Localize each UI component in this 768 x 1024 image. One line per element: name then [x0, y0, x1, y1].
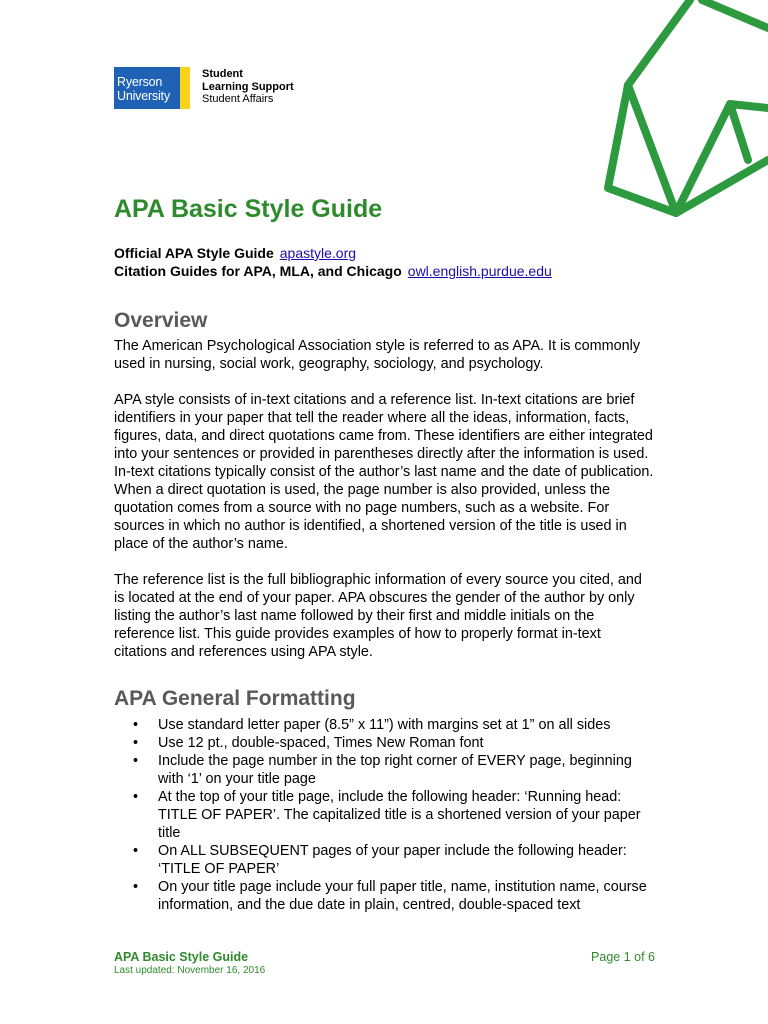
link-row-apa [114, 244, 552, 262]
list-item: • Use standard letter paper (8.5” x 11”) with margins set at 1” on all sides [114, 716, 660, 734]
footer-title: APA Basic Style Guide [114, 950, 249, 964]
logo-university-line2: University [117, 89, 170, 103]
logo-yellow-bar [180, 67, 190, 109]
list-item: • At the top of your title page, include the following header: ‘Running head: TITLE OF PAPER’. The capitalized title is a shortened version of your paper title [114, 788, 660, 842]
link-label-owl: Citation Guides for APA, MLA, and Chicago [114, 263, 402, 279]
logo-dept-line3: Student Affairs [202, 93, 274, 105]
footer-updated-date: Last updated: November 16, 2016 [114, 965, 266, 976]
ryerson-slss-logo [114, 67, 294, 109]
logo-dept-line1: Student [202, 68, 243, 80]
overview-paragraph-1: The American Psychological Association style is referred to as APA. It is commonly used in nursing, social work, geography, sociology, and psychology. [114, 338, 641, 372]
list-item: • Use 12 pt., double-spaced, Times New Roman font [114, 734, 660, 752]
logo-dept-line2: Learning Support [202, 80, 294, 93]
ryerson-university-wordmark [114, 67, 180, 109]
formatting-list [114, 716, 660, 914]
page-number: Page 1 of 6 [591, 950, 655, 964]
logo-university-line1: Ryerson [117, 75, 163, 89]
link-label-apa: Official APA Style Guide [114, 245, 274, 261]
reference-links [114, 244, 552, 280]
list-item: • Include the page number in the top right corner of EVERY page, beginning with ‘1’ on your title page [114, 752, 660, 788]
owl-purdue-link[interactable]: owl.english.purdue.edu [407, 263, 552, 279]
list-item: • On ALL SUBSEQUENT pages of your paper include the following header: ‘TITLE OF PAPER’ [114, 842, 660, 878]
page-title: APA Basic Style Guide [114, 195, 383, 223]
logo-department-text [202, 68, 294, 106]
apastyle-link[interactable]: apastyle.org [279, 245, 357, 261]
overview-paragraph-3: The reference list is the full bibliographic information of every source you cited, and is located at the end of your paper. APA obscures the gender of the author by only listing the author’s last name followed by their first and middle initials on the reference list. This guide provides examples of how to properly format in-text citations and references using APA style. [114, 572, 642, 660]
overview-heading: Overview [114, 309, 208, 332]
footer [114, 950, 265, 977]
link-row-owl [114, 262, 552, 280]
formatting-heading: APA General Formatting [114, 687, 356, 710]
list-item: • On your title page include your full paper title, name, institution name, course information, and the due date in plain, centred, double-spaced text [114, 878, 660, 914]
overview-paragraph-2: APA style consists of in-text citations and a reference list. In-text citations are brief identifiers in your paper that tell the reader where all the ideas, information, facts, figures, data, and direct quotations came from. These identifiers are either integrated into your sentences or provided in parentheses directly after the information is used. In-text citations typically consist of the author’s last name and the date of publication. When a direct quotation is used, the page number is also provided, unless the quotation comes from a source with no page numbers, such as a website. For sources in which no author is identified, a shortened version of the title is used in place of the author’s name. [114, 392, 654, 552]
